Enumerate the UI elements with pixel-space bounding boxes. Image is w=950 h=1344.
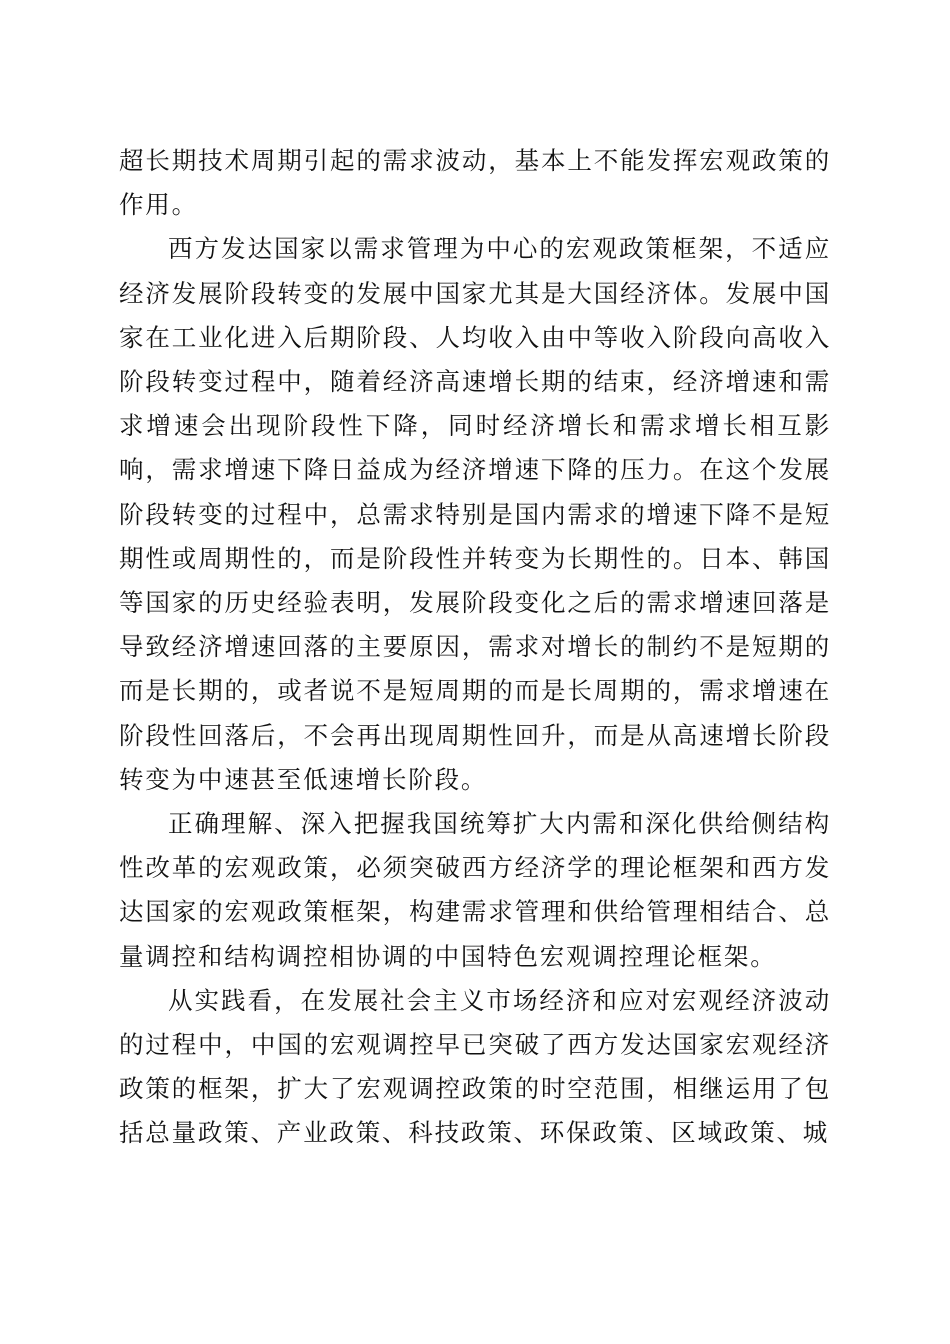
document-body	[119, 139, 831, 1156]
paragraph-4: 从实践看，在发展社会主义市场经济和应对宏观经济波动的过程中，中国的宏观调控早已突破了西方发达国家宏观经济政策的框架，扩大了宏观调控政策的时空范围，相继运用了包括总量政策、产业政策、科技政策、环保政策、区域政策、城	[119, 985, 831, 1148]
paragraph-3: 正确理解、深入把握我国统筹扩大内需和深化供给侧结构性改革的宏观政策，必须突破西方经济学的理论框架和西方发达国家的宏观政策框架，构建需求管理和供给管理相结合、总量调控和结构调控相协调的中国特色宏观调控理论框架。	[119, 809, 831, 971]
paragraph-2: 西方发达国家以需求管理为中心的宏观政策框架，不适应经济发展阶段转变的发展中国家尤其是大国经济体。发展中国家在工业化进入后期阶段、人均收入由中等收入阶段向高收入阶段转变过程中，随着经济高速增长期的结束，经济增速和需求增速会出现阶段性下降，同时经济增长和需求增长相互影响，需求增速下降日益成为经济增速下降的压力。在这个发展阶段转变的过程中，总需求特别是国内需求的增速下降不是短期性或周期性的，而是阶段性并转变为长期性的。日本、韩国等国家的历史经验表明，发展阶段变化之后的需求增速回落是导致经济增速回落的主要原因，需求对增长的制约不是短期的而是长期的，或者说不是短周期的而是长周期的，需求增速在阶段性回落后，不会再出现周期性回升，而是从高速增长阶段转变为中速甚至低速增长阶段。	[119, 234, 831, 794]
paragraph-1: 超长期技术周期引起的需求波动，基本上不能发挥宏观政策的作用。	[119, 146, 831, 220]
